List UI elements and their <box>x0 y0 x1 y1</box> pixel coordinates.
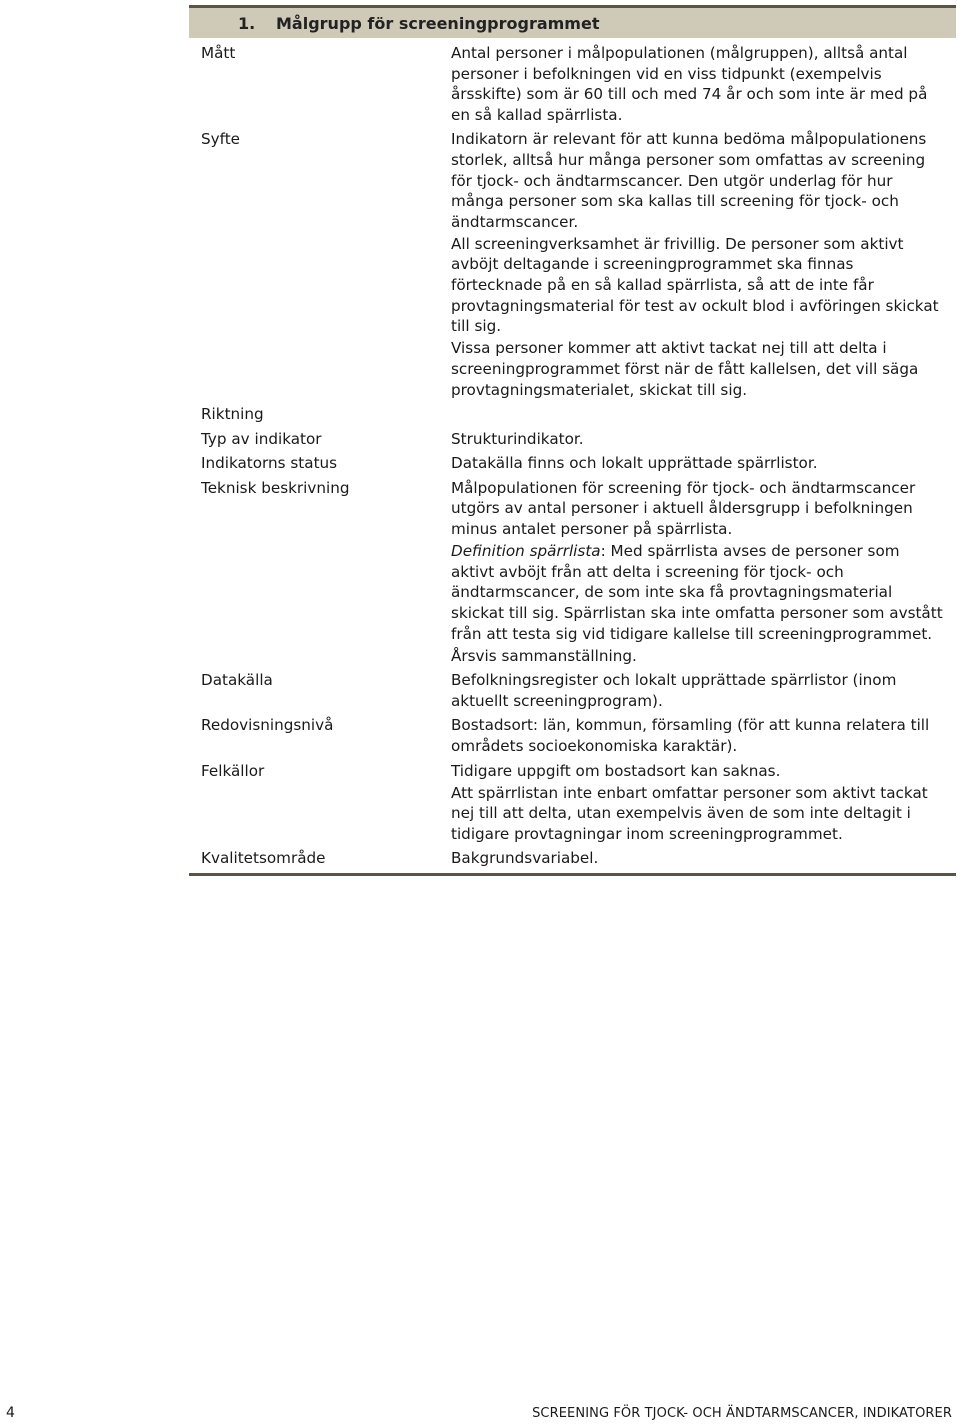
table-row <box>189 404 956 425</box>
row-label: Syfte <box>201 130 241 149</box>
row-paragraph: Målpopulationen för screening för tjock- och ändtarmscancer utgörs av antal personer i aktuell åldersgrupp i befolkningen minus antalet personer på spärrlista. <box>451 478 916 539</box>
row-label: Datakälla <box>201 671 273 690</box>
section-number: 1. <box>238 13 256 33</box>
table-row <box>189 453 956 474</box>
table-row <box>189 478 956 666</box>
row-content <box>439 670 944 711</box>
row-paragraph: Befolkningsregister och lokalt upprättade spärrlistor (inom aktuellt screeningprogram). <box>451 671 897 710</box>
row-label: Redovisningsnivå <box>201 716 334 735</box>
row-paragraph: Att spärrlistan inte enbart omfattar personer som aktivt tackat nej till att delta, utan exempelvis även de som inte deltagit i tidigare provtagningar inom screeningprogrammet. <box>451 783 928 843</box>
row-content <box>439 404 944 425</box>
row-paragraph: Datakälla finns och lokalt upprättade spärrlistor. <box>451 454 818 473</box>
table-row <box>189 129 956 400</box>
row-paragraph: Strukturindikator. <box>451 429 584 448</box>
section-title: Målgrupp för screeningprogrammet <box>276 13 600 33</box>
row-paragraph: All screeningverksamhet är frivillig. De personer som aktivt avböjt deltagande i screeningprogrammet ska finnas förtecknade på en så kallad spärrlista, så att de inte får provtagningsmaterial för test av ockult blod i avföringen skickat till sig. <box>451 234 939 336</box>
page-number: 4 <box>6 1405 15 1421</box>
table-row <box>189 43 956 125</box>
row-label: Typ av indikator <box>201 429 322 448</box>
definition-paragraph <box>451 541 944 644</box>
row-content <box>439 129 944 400</box>
row-label: Riktning <box>201 405 264 424</box>
row-content <box>439 761 944 845</box>
row-paragraph: Indikatorn är relevant för att kunna bedöma målpopulationens storlek, alltså hur många personer som omfattas av screening för tjock- och ändtarmscancer. Den utgör underlag för hur många personer som ska kallas till screening för tjock- och ändtarmscancer. <box>451 130 927 231</box>
row-label: Kvalitetsområde <box>201 849 326 868</box>
row-label: Felkällor <box>201 761 265 780</box>
row-paragraph: Tidigare uppgift om bostadsort kan saknas. <box>451 761 781 780</box>
table-row <box>189 715 956 756</box>
table-row <box>189 670 956 711</box>
row-content <box>439 715 944 756</box>
table-row <box>189 761 956 845</box>
row-paragraph: Årsvis sammanställning. <box>451 646 637 665</box>
row-label: Indikatorns status <box>201 454 338 473</box>
row-content <box>439 848 944 869</box>
row-content <box>439 429 944 450</box>
row-label: Mått <box>201 44 236 62</box>
row-paragraph: Bakgrundsvariabel. <box>451 849 599 868</box>
row-content <box>439 478 944 666</box>
row-paragraph: Vissa personer kommer att aktivt tackat nej till att delta i screeningprogrammet först när de fått kallelsen, det vill säga provtagningsmaterialet, skickat till sig. <box>451 339 919 399</box>
row-paragraph: Bostadsort: län, kommun, församling (för att kunna relatera till områdets socioekonomiska karaktär). <box>451 716 930 755</box>
table-row <box>189 429 956 450</box>
row-content <box>439 43 944 125</box>
table-bottom-rule <box>189 873 956 876</box>
row-paragraph: Antal personer i målpopulationen (målgruppen), alltså antal personer i befolkningen vid en viss tidpunkt (exempelvis årsskifte) som är 60 till och med 74 år och som inte är med på en så kallad spärrlista. <box>451 44 928 124</box>
table-row <box>189 848 956 869</box>
row-label: Teknisk beskrivning <box>201 478 350 497</box>
definition-term: Definition spärrlista <box>451 542 601 561</box>
row-content <box>439 453 944 474</box>
definition-text: : Med spärrlista avses de personer som aktivt avböjt från att delta i screening för tjock- och ändtarmscancer, de som inte ska få provtagningsmaterial skickat till sig. Spärrlistan ska inte omfatta personer som avstått från att testa sig vid tidigare kallelse till screeningprogrammet. <box>451 542 943 643</box>
section-header <box>189 5 956 38</box>
indicator-table <box>189 5 956 876</box>
running-footer: SCREENING FÖR TJOCK- OCH ÄNDTARMSCANCER, INDIKATORER <box>532 1406 952 1421</box>
